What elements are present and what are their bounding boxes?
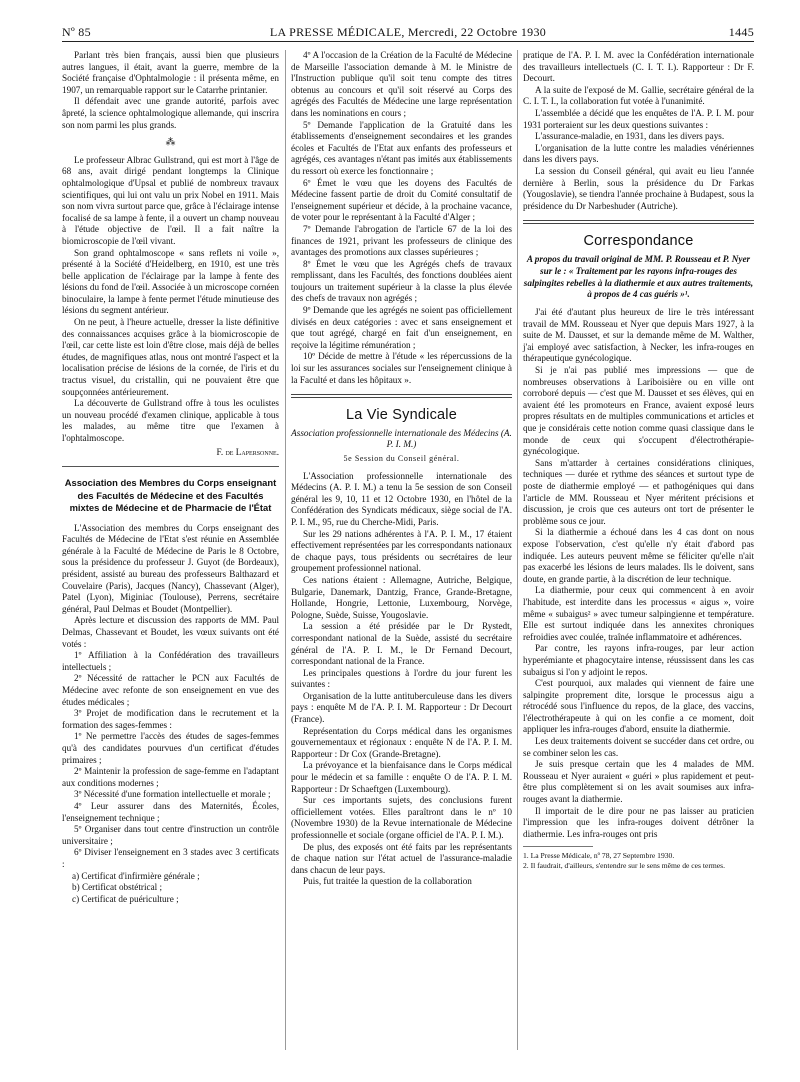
section-title: La Vie Syndicale: [346, 407, 457, 424]
paragraph: Je suis presque certain que les 4 malades de MM. Rousseau et Nyer auraient « guéri » plus rapidement et peut-être plus complètement si on les avait soumises aux infra-rouges avant la diathermie.: [523, 759, 754, 805]
paragraph: Les deux traitements doivent se succéder dans cet ordre, ou se combiner selon les cas.: [523, 736, 754, 758]
paragraph: Parlant très bien français, aussi bien que plusieurs autres langues, il était, avant la guerre, membre de la Société française d'Ophtalmologie : il présenta même, en 1907, un remarquable rapport sur le Catarrhe printanier.: [62, 50, 279, 95]
asterism: ⁂: [165, 137, 176, 149]
section-rule: [62, 466, 279, 467]
paragraph: Sans m'attarder à certaines considérations cliniques, techniques — durée et rythme des séances et surtout type de poste de diathermie employé — et pathogéniques qui dans l'article de MM. Rousseau et Nyer méritent précisions et discussion, je crois que ces auteurs ont tort de présenter le problème sous ce jour.: [523, 457, 754, 526]
paragraph: 7º Demande l'abrogation de l'article 67 de la loi des finances de 1921, privant les professeurs de clinique des avantages des promotions aux classes supérieures ;: [291, 223, 512, 258]
footnote-rule: [523, 846, 593, 847]
paragraph: Sur ces importants sujets, des conclusions furent officiellement votées. Elles paraîtront dans le nº 10 (Novembre 1930) de la Revue internationale de Médecine professionnelle et sociale (organe officiel de l'A. P. I. M.).: [291, 795, 512, 840]
column-divider: [517, 50, 518, 1050]
header-rule: [62, 41, 754, 42]
list-item: 5º Organiser dans tout centre d'instruction un contrôle universitaire ;: [62, 824, 279, 846]
certificate-item: b) Certificat obstétrical ;: [72, 882, 163, 893]
paragraph: 8º Émet le vœu que les Agrégés chefs de travaux remplissant, dans les Facultés, des fonctions doublées aient toujours un traitement supérieur à la classe la plus élevée des chefs de travaux non agrégés ;: [291, 258, 512, 304]
list-item: 2º Nécessité de rattacher le PCN aux Facultés de Médecine avec refonte de son enseignement en vue des études médicales ;: [62, 673, 279, 707]
section-subtitle: Association professionnelle internationale des Médecins (A. P. I. M.): [291, 427, 512, 450]
list-item: 3º Nécessité d'une formation intellectuelle et morale ;: [74, 789, 271, 800]
paragraph: Puis, fut traitée la question de la collaboration: [303, 876, 472, 887]
paragraph: J'ai été d'autant plus heureux de lire le très intéressant travail de MM. Rousseau et Nyer que depuis Mars 1927, à la suite de M. Dausset, et sur la demande même de M. Walther, j'ai employé avec satisfaction, à Necker, les infra-rouges en thérapeutique gynécologique.: [523, 307, 754, 364]
footnote: 1. La Presse Médicale, nº 78, 27 Septembre 1930.: [523, 851, 675, 861]
paragraph: De plus, des exposés ont été faits par les représentants de chaque nation sur l'état actuel de l'assurance-maladie dans chacun de leur pays.: [291, 841, 512, 875]
correspondence-intro: A propos du travail original de MM. P. Rousseau et P. Nyer sur le : « Traitement par les rayons infra-rouges des salpingites rebelles à la diathermie et aux autres traitements, à propos de 4 cas guéris »¹.: [523, 253, 754, 300]
paragraph: L'Association professionnelle internationale des Médecins (A. P. I. M.) a tenu la 5e session de son Conseil général les 9, 10, 11 et 12 Octobre 1930, en l'hôtel de la Confédération des Syndicats médicaux, siège social de l'A. P. I. M., 95, rue du Cherche-Midi, Paris.: [291, 470, 512, 527]
paragraph: Si je n'ai pas publié mes impressions — que de nombreuses observations à Lariboisière ou en ville ont corroboré depuis — c'est que M. Dausset et ses élèves, qui en avaient été les promoteurs en France, avaient exposé leurs propres résultats en de multiples communications et articles et que je considérais cette notion comme quasi classique dans le monde de ceux qui s'occupent d'électrothérapie-gynécologique.: [523, 365, 754, 457]
paragraph: La prévoyance et la bienfaisance dans le Corps médical pour le médecin et sa famille : enquête O de l'A. P. I. M. Rapporteur : Dr Schaeftgen (Luxembourg).: [291, 760, 512, 794]
signature: F. de Lapersonne.: [216, 446, 279, 457]
list-item: 2º Maintenir la profession de sage-femme en l'adaptant aux conditions modernes ;: [62, 766, 279, 788]
list-item: 4º Leur assurer dans des Maternités, Écoles, l'enseignement technique ;: [62, 800, 279, 823]
issue-number: Nº 85: [62, 25, 91, 39]
paragraph: Il défendait avec une grande autorité, parfois avec âpreté, la science ophtalmologique allemande, qui inscrira son nom parmi les plus grands.: [62, 96, 279, 130]
paragraph: 6º Émet le vœu que les doyens des Facultés de Médecine fassent partie de droit du Comité consultatif de l'enseignement supérieur et décide, à la prochaine vacance, de voter pour le représentant à la Faculté d'Alger ;: [291, 177, 512, 223]
paragraph: La diathermie, pour ceux qui commencent à en avoir l'habitude, est interdite dans les processus « aigus », voire même « subaigus² » avec tumeur salpingienne et température. Elle est surtout indiquée dans les annexites chroniques refroidies avec coulée, traînée inflammatoire et adhérences.: [523, 585, 754, 642]
section-rule: [523, 220, 754, 224]
certificate-item: c) Certificat de puériculture ;: [72, 893, 179, 904]
list-item: 1º Ne permettre l'accès des études de sages-femmes qu'à des candidates pourvues d'un certificat d'études primaires ;: [62, 731, 279, 765]
paragraph: La session a été présidée par le Dr Rystedt, correspondant national de la Suède, assisté du secrétaire général de l'A. P. I. M., le Dr Fernand Decourt, correspondant national de la France.: [291, 621, 512, 667]
paragraph: 4º A l'occasion de la Création de la Faculté de Médecine de Marseille l'association demande à M. le Ministre de l'Instruction publique qu'il soit tenu compte des titres obtenus au concours et qu'il soit réservé au Corps des agrégés des Facultés de Médecine une large représentation dans les nominations en cours ;: [291, 50, 512, 118]
list-item: 1º Affiliation à la Confédération des travailleurs intellectuels ;: [62, 650, 279, 672]
column-2: [291, 50, 512, 888]
paragraph: Il importait de le dire pour ne pas laisser au praticien l'impression que les infra-rouges doivent détrôner la diathermie. Les infra-rouges ont pris: [523, 805, 754, 839]
paragraph: pratique de l'A. P. I. M. avec la Confédération internationale des travailleurs intellectuels (C. I. T. I.). Rapporteur : Dr F. Decourt.: [523, 50, 754, 84]
paragraph: C'est pourquoi, aux malades qui viennent de faire une salpingite proprement dite, lorsque le processus aigu a rétrocédé sous l'influence du repos, de la glace, des vaccins, l'électrothérapeute à qui on les confie a ce moment, doit appliquer les infra-rouges d'abord, ensuite la diathermie.: [523, 678, 754, 735]
footnote: 2. Il faudrait, d'ailleurs, s'entendre sur le sens même de ces termes.: [523, 861, 726, 870]
column-1: [62, 50, 279, 905]
journal-title: LA PRESSE MÉDICALE, Mercredi, 22 Octobre 1930: [269, 25, 547, 39]
paragraph: La découverte de Gullstrand offre à tous les oculistes un nouveau procédé d'examen clinique, applicable à tous les malades, au même titre que l'examen à l'ophtalmoscope.: [62, 398, 279, 443]
column-3: [523, 50, 754, 871]
paragraph: Le professeur Albrac Gullstrand, qui est mort à l'âge de 68 ans, avait dirigé pendant longtemps la Clinique ophtalmologique d'Upsal et publié de nombreux travaux scientifiques, qui lui ont valu un prix Nobel en 1911. Mais son nom vivra surtout parce que, grâce à l'éclairage intense focalisé de sa lampe à fente, il a ouvert un champ nouveau à l'étude objective de l'œil. Il a fait naître la biomicroscopie de l'œil vivant.: [62, 154, 279, 246]
paragraph: Sur les 29 nations adhérentes à l'A. P. I. M., 17 étaient effectivement représentées par les correspondants nationaux de chaque pays, tous présidents ou secrétaires de leur groupement professionnel national.: [291, 528, 513, 574]
paragraph: 10º Décide de mettre à l'étude « les répercussions de la loi sur les assurances sociales sur l'enseignement clinique à la Faculté et dans les hôpitaux ».: [291, 351, 512, 385]
paragraph: Son grand ophtalmoscope « sans reflets ni voile », présenté à la Société d'Heidelberg, en 1910, est une très belle application de l'éclairage par la lampe à fente des lésions du fond de l'œil. Associée à un microscope cornéen binoculaire, la lampe à fente permet l'étude minutieuse des lésions du segment antérieur.: [62, 247, 279, 316]
paragraph: Par contre, les rayons infra-rouges, par leur action hyperémiante et phagocytaire intense, réussissent dans les cas subaigus si l'on y adjoint le repos.: [523, 643, 754, 677]
paragraph: 9º Demande que les agrégés ne soient pas officiellement divisés en deux catégories : avec et sans enseignement et que tout agrégé, chargé en fait d'un enseignement, en reçoive la légitime rémunération ;: [291, 305, 512, 350]
paragraph: Les principales questions à l'ordre du jour furent les suivantes :: [291, 667, 512, 690]
paragraph: Ces nations étaient : Allemagne, Autriche, Belgique, Bulgarie, Danemark, Dantzig, France, Grande-Bretagne, Hollande, Hongrie, Lettonie, Luxembourg, Norvège, Pologne, Suède, Suisse, Yougoslavie.: [291, 574, 512, 620]
paragraph: 5º Demande l'application de la Gratuité dans les établissements d'enseignement secondaires et les grandes écoles et Facultés de l'Etat aux enfants des professeurs et agrégés, ces avantages n'étant pas imités aux établissements du ressort où exerce les fonctionnaire ;: [291, 119, 512, 176]
section-title: Correspondance: [583, 233, 694, 250]
list-item: 6º Diviser l'enseignement en 3 stades avec 3 certificats :: [62, 847, 279, 869]
section-rule: [291, 394, 512, 398]
paragraph: Représentation du Corps médical dans les organismes gouvernementaux et régionaux : enquête N de l'A. P. I. M. Rapporteur : Dr Cox (Grande-Bretagne).: [291, 725, 512, 759]
certificate-item: a) Certificat d'infirmière générale ;: [72, 870, 200, 881]
page-number: 1445: [728, 25, 754, 39]
column-divider: [285, 50, 286, 1050]
paragraph: On ne peut, à l'heure actuelle, dresser la liste définitive des connaissances acquises grâce à la biomicroscopie de l'œil, car cette liste est loin d'être close, mais déjà de belles études, de magnifiques atlas, nous ont montré l'aspect et la localisation précise de lésions de la cornée, de l'iris et du tractus visuel, du cristallin, qui ne pouvaient être que soupçonnées antérieurement.: [62, 317, 279, 397]
paragraph: L'assurance-maladie, en 1931, dans les divers pays.: [535, 131, 725, 142]
paragraph: La session du Conseil général, qui avait eu lieu l'année dernière à Berlin, sous la présidence du Dr Farkas (Yougoslavie), se tiendra l'année prochaine à Budapest, sous la présidence du Dr Narbeshuder (Autriche).: [523, 165, 754, 211]
session-label: 5e Session du Conseil général.: [343, 454, 460, 463]
section-title: Association des Membres du Corps enseignant des Facultés de Médecine et des Facultés mixtes de Médecine et de Pharmacie de l'État: [64, 477, 277, 514]
paragraph: A la suite de l'exposé de M. Gallie, secrétaire général de la C. I. T. I., la collaboration fut votée à l'unanimité.: [523, 84, 754, 107]
paragraph: L'organisation de la lutte contre les maladies vénériennes dans les divers pays.: [523, 142, 754, 165]
paragraph: L'assemblée a décidé que les enquêtes de l'A. P. I. M. pour 1931 porteraient sur les deux questions suivantes :: [523, 107, 754, 130]
paragraph: Organisation de la lutte antituberculeuse dans les divers pays : enquête M de l'A. P. I. M. Rapporteur : Dr Decourt (France).: [291, 690, 512, 725]
paragraph: Après lecture et discussion des rapports de MM. Paul Delmas, Chassevant et Boudet, les vœux suivants ont été votés :: [62, 615, 279, 649]
paragraph: Si la diathermie a échoué dans les 4 cas dont on nous expose l'observation, c'est qu'elle n'y était d'abord pas indiquée. Les auteurs peuvent même se féliciter qu'elle n'ait pas exacerbé les lésions de leurs malades. Ils le doivent, sans doute, en grande partie, à la discrétion de leur technique.: [523, 527, 754, 584]
list-item: 3º Projet de modification dans le recrutement et la formation des sages-femmes :: [62, 708, 279, 730]
paragraph: L'Association des membres du Corps enseignant des Facultés de Médecine de l'Etat s'est réunie en Assemblée générale à la Faculté de Médecine de Paris le 8 Octobre, sous la présidence du professeur J. Guyot (de Bordeaux), président, assisté au bureau des professeurs Balthazard et Couvelaire (Paris), Jacques (Nancy), Chassevant (Alger), Patel (Lyon), Miginiac (Toulouse), Perrens, secrétaire général, Paul Delmas et Boudet (Montpellier).: [62, 522, 279, 614]
